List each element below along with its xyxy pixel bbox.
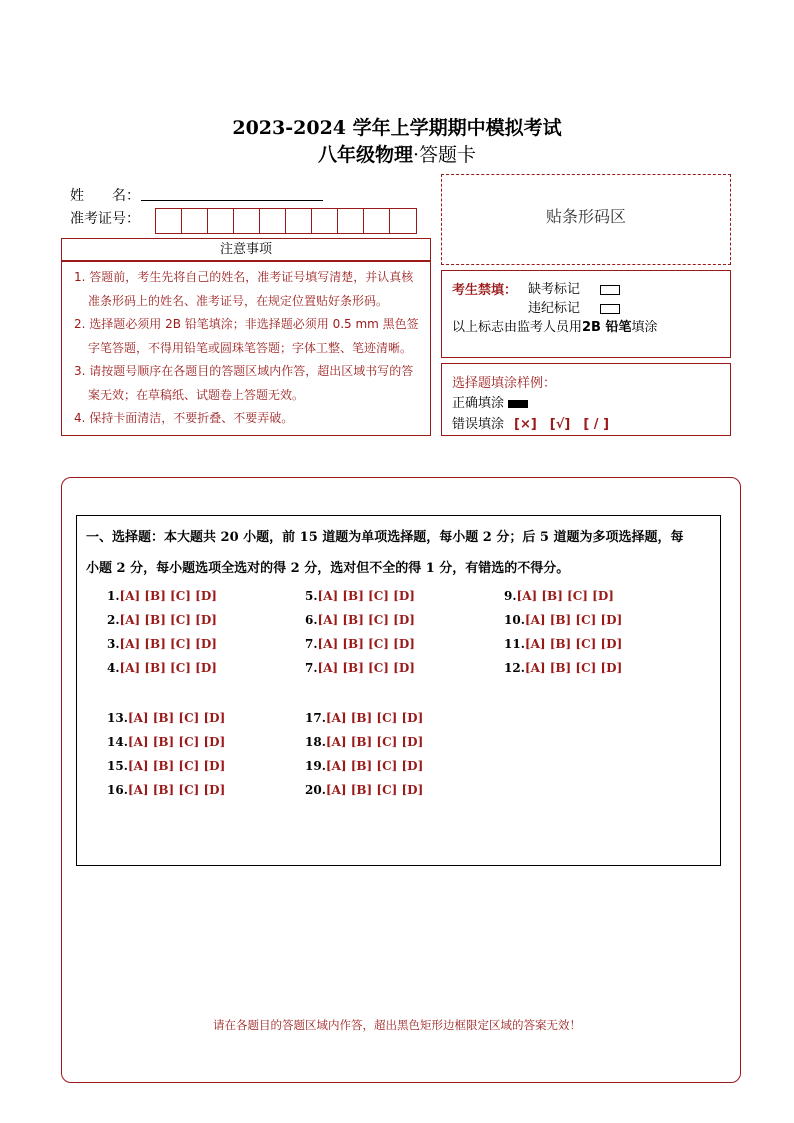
id-cell[interactable] xyxy=(312,209,338,233)
id-cell[interactable] xyxy=(182,209,208,233)
id-cell[interactable] xyxy=(208,209,234,233)
barcode-area: 贴条形码区 xyxy=(441,174,731,265)
section-instruction: 一、选择题：本大题共 20 小题，前 15 道题为单项选择题，每小题 2 分；后 5 道题为多项选择题，每 小题 2 分，每小题选项全选对的得 2 分，选对但不全的得 1 分，有错选的不得分。 xyxy=(86,530,684,576)
name-label: 姓 名： xyxy=(70,188,140,204)
id-cell[interactable] xyxy=(286,209,312,233)
id-cells[interactable] xyxy=(155,208,417,234)
violation-label: 违纪标记 xyxy=(528,301,581,316)
subject: 八年级物理 xyxy=(317,144,413,166)
sample-title: 选择题填涂样例： xyxy=(452,376,557,391)
id-cell[interactable] xyxy=(390,209,416,233)
wrong-label: 错误填涂 xyxy=(452,417,505,432)
question-7[interactable]: 7.[A] [B] [C] [D] xyxy=(305,637,415,651)
card-type: 答题卡 xyxy=(419,144,477,166)
notice-item: 1. 答题前，考生先将自己的姓名，准考证号填写清楚，并认真核准条形码上的姓名、准考证号，在规定位置贴好条形码。 xyxy=(74,270,414,308)
question-15[interactable]: 15.[A] [B] [C] [D] xyxy=(107,759,226,773)
subtitle-separator: · xyxy=(412,144,420,166)
id-cell[interactable] xyxy=(364,209,390,233)
question-6[interactable]: 6.[A] [B] [C] [D] xyxy=(305,613,415,627)
notice-body xyxy=(61,261,431,436)
correct-label: 正确填涂 xyxy=(452,396,505,411)
id-cell[interactable] xyxy=(234,209,260,233)
question-20[interactable]: 20.[A] [B] [C] [D] xyxy=(305,783,424,797)
forbid-label: 考生禁填： xyxy=(452,283,518,298)
question-19[interactable]: 19.[A] [B] [C] [D] xyxy=(305,759,424,773)
question-1[interactable]: 1.[A] [B] [C] [D] xyxy=(107,589,217,603)
footer-warning: 请在各题目的答题区域内作答，超出黑色矩形边框限定区域的答案无效！ xyxy=(213,1018,581,1032)
exam-title: 2023-2024 学年上学期期中模拟考试 xyxy=(232,117,562,139)
forbid-box xyxy=(441,270,731,358)
question-14[interactable]: 14.[A] [B] [C] [D] xyxy=(107,735,226,749)
question-12[interactable]: 12.[A] [B] [C] [D] xyxy=(504,661,623,675)
forbid-note: 以上标志由监考人员用2B 铅笔填涂 xyxy=(452,320,658,335)
question-10[interactable]: 10.[A] [B] [C] [D] xyxy=(504,613,623,627)
question-17[interactable]: 17.[A] [B] [C] [D] xyxy=(305,711,424,725)
absent-label: 缺考标记 xyxy=(528,282,581,297)
question-2[interactable]: 2.[A] [B] [C] [D] xyxy=(107,613,217,627)
question-18[interactable]: 18.[A] [B] [C] [D] xyxy=(305,735,424,749)
question-3[interactable]: 3.[A] [B] [C] [D] xyxy=(107,637,217,651)
absent-mark[interactable] xyxy=(600,285,620,295)
id-cell[interactable] xyxy=(156,209,182,233)
violation-mark[interactable] xyxy=(600,304,620,314)
question-4[interactable]: 4.[A] [B] [C] [D] xyxy=(107,661,217,675)
question-8[interactable]: 7.[A] [B] [C] [D] xyxy=(305,661,415,675)
id-label: 准考证号： xyxy=(70,211,140,227)
notice-title: 注意事项 xyxy=(61,238,431,261)
question-11[interactable]: 11.[A] [B] [C] [D] xyxy=(504,637,623,651)
id-cell[interactable] xyxy=(260,209,286,233)
question-5[interactable]: 5.[A] [B] [C] [D] xyxy=(305,589,415,603)
question-9[interactable]: 9.[A] [B] [C] [D] xyxy=(504,589,614,603)
name-field[interactable] xyxy=(141,200,323,201)
notice-item: 2. 选择题必须用 2B 铅笔填涂；非选择题必须用 0.5 mm 黑色签字笔答题，不得用铅笔或圆珠笔答题；字体工整、笔迹清晰。 xyxy=(74,317,419,355)
id-cell[interactable] xyxy=(338,209,364,233)
sample-box xyxy=(441,363,731,436)
notice-item: 4. 保持卡面清洁，不要折叠、不要弄破。 xyxy=(74,411,294,425)
correct-fill xyxy=(508,400,528,408)
question-13[interactable]: 13.[A] [B] [C] [D] xyxy=(107,711,226,725)
question-16[interactable]: 16.[A] [B] [C] [D] xyxy=(107,783,226,797)
exam-subtitle xyxy=(0,140,794,167)
notice-item: 3. 请按题号顺序在各题目的答题区域内作答，超出区域书写的答案无效；在草稿纸、试题卷上答题无效。 xyxy=(74,364,414,402)
wrong-marks: [×] [√] [ / ] xyxy=(514,417,610,432)
